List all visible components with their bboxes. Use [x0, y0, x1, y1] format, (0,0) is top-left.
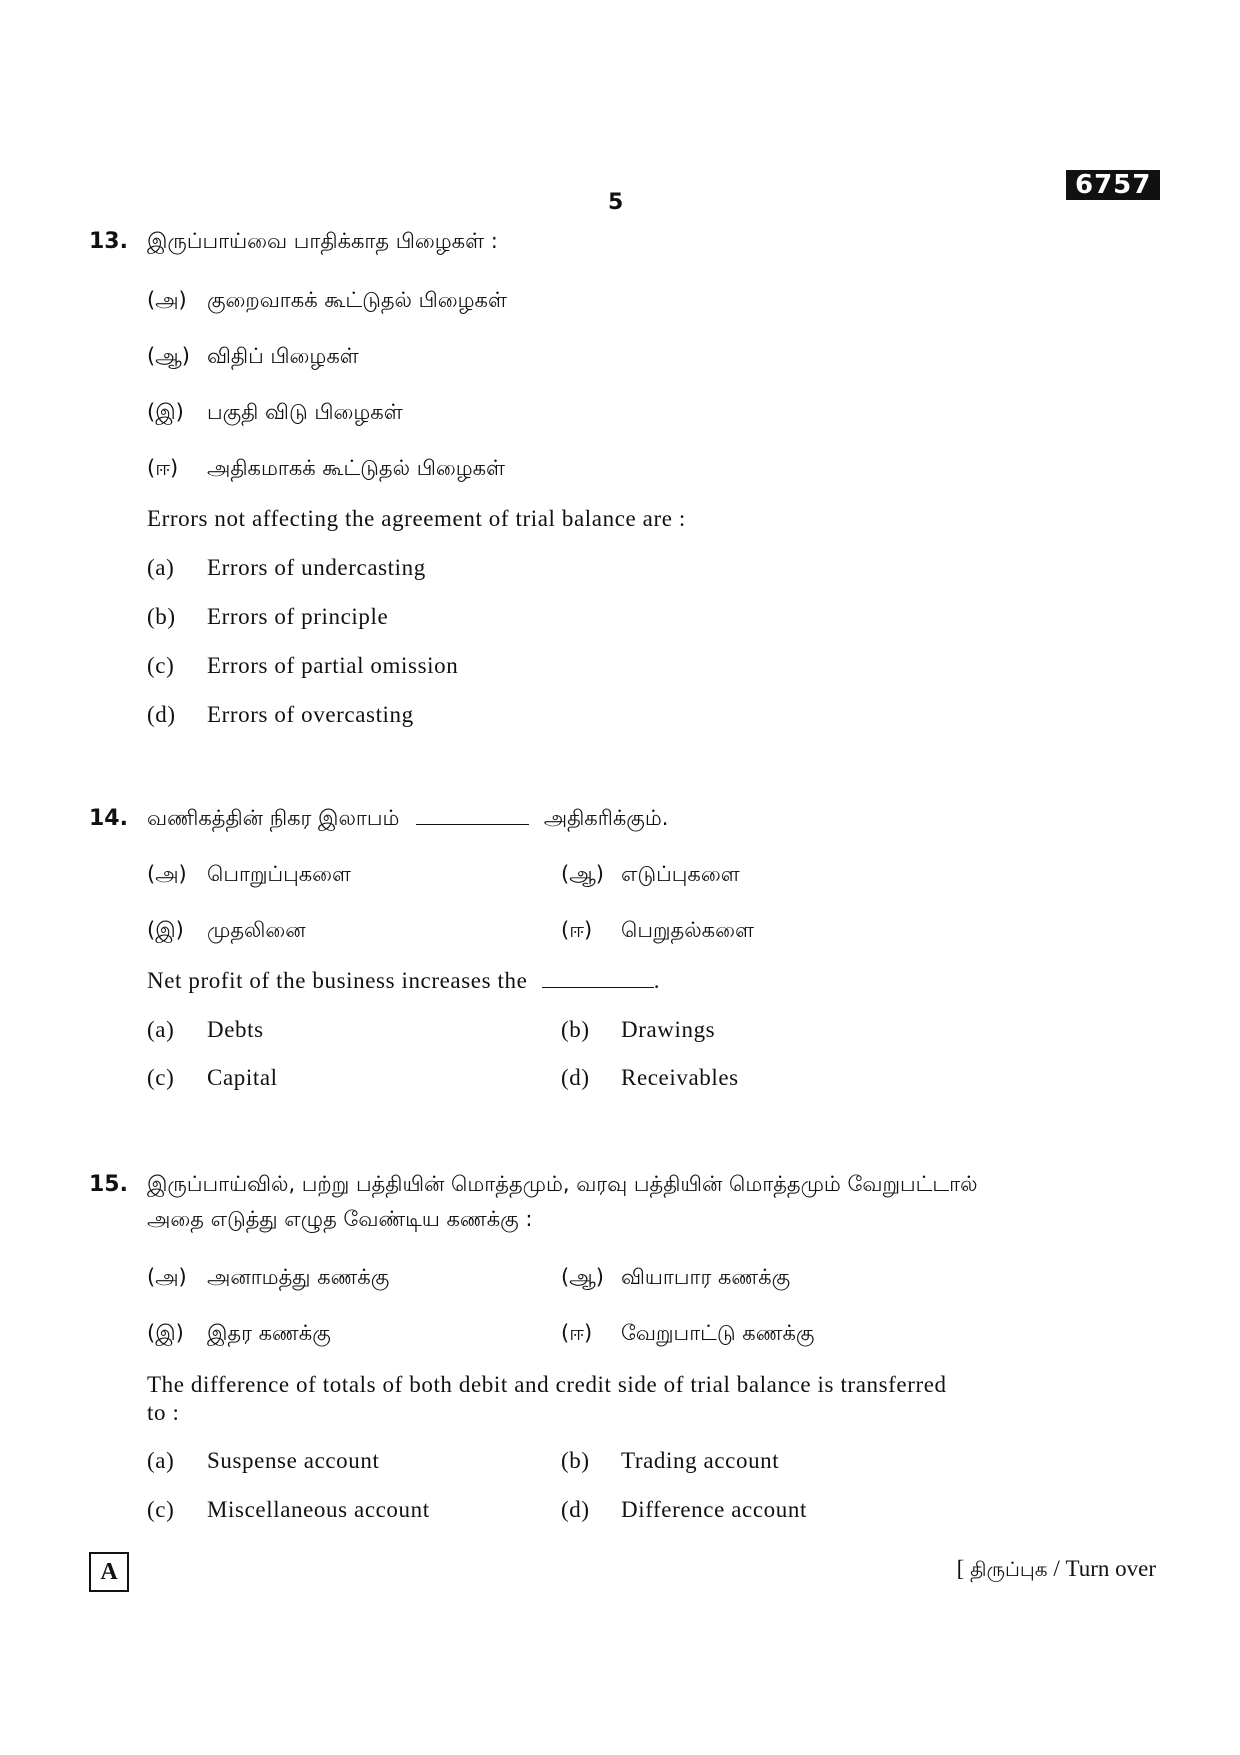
tamil-option-label: (அ)	[147, 862, 187, 886]
tamil-question-text	[147, 806, 668, 833]
english-option-text: Capital	[207, 1065, 278, 1090]
turn-over-separator: /	[1053, 1556, 1060, 1581]
english-option-text: Errors of overcasting	[207, 702, 414, 727]
tamil-option-label: (ஆ)	[561, 862, 604, 886]
english-option-label: (b)	[561, 1017, 590, 1042]
question-number: 13.	[89, 229, 128, 254]
english-option-label: (a)	[147, 555, 175, 580]
question-number: 14.	[89, 806, 128, 831]
tamil-option-label: (ஈ)	[147, 456, 179, 480]
series-code-box: A	[89, 1552, 129, 1592]
english-question-after: .	[653, 968, 661, 993]
english-option-label: (d)	[561, 1065, 590, 1090]
turn-over-english: Turn over	[1065, 1556, 1156, 1581]
english-option-label: (a)	[147, 1017, 175, 1042]
tamil-question-line-2: அதை எடுத்து எழுத வேண்டிய கணக்கு :	[147, 1207, 533, 1231]
turn-over-bracket: [	[956, 1556, 965, 1581]
tamil-option-text: வேறுபாட்டு கணக்கு	[621, 1321, 815, 1345]
english-question-line-2: to :	[147, 1400, 180, 1425]
english-option-text: Trading account	[621, 1448, 780, 1473]
english-option-text: Errors of partial omission	[207, 653, 459, 678]
english-option-label: (c)	[147, 1497, 175, 1522]
tamil-option-text: அனாமத்து கணக்கு	[207, 1265, 390, 1289]
english-option-label: (c)	[147, 653, 175, 678]
turn-over-tamil: திருப்புக	[970, 1557, 1048, 1581]
tamil-option-label: (ஆ)	[147, 344, 190, 368]
english-option-text: Miscellaneous account	[207, 1497, 430, 1522]
english-option-label: (a)	[147, 1448, 175, 1473]
english-option-label: (b)	[561, 1448, 590, 1473]
question-number: 15.	[89, 1172, 128, 1197]
paper-code-badge: 6757	[1066, 170, 1160, 200]
tamil-option-text: குறைவாகக் கூட்டுதல் பிழைகள்	[207, 288, 507, 312]
english-option-text: Debts	[207, 1017, 264, 1042]
english-option-label: (d)	[147, 702, 176, 727]
tamil-option-label: (அ)	[147, 1265, 187, 1289]
english-option-label: (b)	[147, 604, 176, 629]
tamil-option-text: பெறுதல்களை	[621, 918, 754, 942]
tamil-question-after: அதிகரிக்கும்.	[543, 806, 669, 830]
english-question-text: Errors not affecting the agreement of trial balance are :	[147, 506, 686, 531]
english-option-text: Errors of undercasting	[207, 555, 426, 580]
tamil-option-text: எடுப்புகளை	[621, 862, 740, 886]
answer-blank	[542, 987, 654, 988]
tamil-option-text: இதர கணக்கு	[207, 1321, 331, 1345]
tamil-option-text: அதிகமாகக் கூட்டுதல் பிழைகள்	[207, 456, 505, 480]
tamil-option-label: (இ)	[147, 400, 184, 424]
english-option-text: Drawings	[621, 1017, 716, 1042]
tamil-question-line-1: இருப்பாய்வில், பற்று பத்தியின் மொத்தமும், வரவு பத்தியின் மொத்தமும் வேறுபட்டால்	[147, 1172, 978, 1196]
english-question-text	[147, 968, 660, 994]
tamil-option-label: (ஈ)	[561, 1321, 593, 1345]
english-question-before: Net profit of the business increases the	[147, 968, 528, 993]
tamil-option-label: (அ)	[147, 288, 187, 312]
english-option-text: Difference account	[621, 1497, 807, 1522]
tamil-option-text: முதலினை	[207, 918, 306, 942]
page-number: 5	[608, 190, 624, 215]
tamil-option-label: (ஆ)	[561, 1265, 604, 1289]
tamil-question-text: இருப்பாய்வை பாதிக்காத பிழைகள் :	[147, 229, 498, 253]
tamil-question-before: வணிகத்தின் நிகர இலாபம்	[147, 806, 400, 830]
tamil-option-label: (ஈ)	[561, 918, 593, 942]
english-option-text: Errors of principle	[207, 604, 389, 629]
english-option-text: Receivables	[621, 1065, 739, 1090]
tamil-option-label: (இ)	[147, 1321, 184, 1345]
turn-over-note	[957, 1556, 1156, 1584]
tamil-option-text: பகுதி விடு பிழைகள்	[207, 400, 403, 424]
english-option-label: (d)	[561, 1497, 590, 1522]
english-question-line-1: The difference of totals of both debit and credit side of trial balance is transferred	[147, 1372, 947, 1397]
english-option-label: (c)	[147, 1065, 175, 1090]
answer-blank	[416, 824, 529, 825]
english-option-text: Suspense account	[207, 1448, 380, 1473]
tamil-option-text: வியாபார கணக்கு	[621, 1265, 791, 1289]
tamil-option-text: விதிப் பிழைகள்	[207, 344, 359, 368]
tamil-option-text: பொறுப்புகளை	[207, 862, 352, 886]
tamil-option-label: (இ)	[147, 918, 184, 942]
